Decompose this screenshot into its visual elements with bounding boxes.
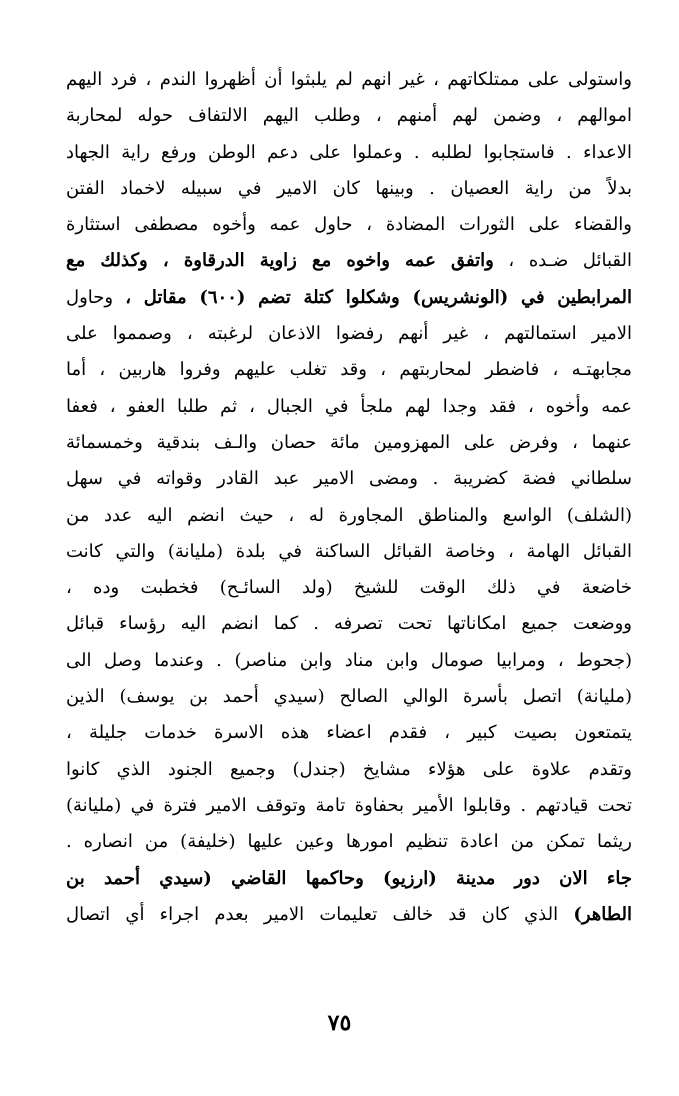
text-line: والقضاء على الثورات المضادة ، حاول عمه وأخوه مصطفى استثارة xyxy=(66,214,632,236)
text-line: (جحوط ، ومرابيا صومال وابن مناد وابن مناصر) . وعندما وصل الى xyxy=(66,649,632,671)
text-line: ووضعت جميع امكاناتها تحت تصرفه . كما انضم اليه رؤساء قبائل xyxy=(66,613,632,635)
text-line: واستولى على ممتلكاتهم ، غير انهم لم يلبثوا أن أظهروا الندم ، فرد اليهم xyxy=(66,69,632,90)
text-line: المرابطين في (الونشريس) وشكلوا كتلة تضم (٦٠٠) مقاتل ، وحاول xyxy=(66,286,632,308)
text-line: وتقدم علاوة على هؤلاء مشايخ (جندل) وجميع الجنود الذي كانوا xyxy=(66,758,632,780)
text-line: القبائل الهامة ، وخاصة القبائل الساكنة في بلدة (مليانة) والتي كانت xyxy=(66,540,632,562)
text-line: عنهما ، وفرض على المهزومين مائة حصان والـف بندقية وخمسمائة xyxy=(66,431,632,453)
text-line: (مليانة) اتصل بأسرة الوالي الصالح (سيدي أحمد بن يوسف) الذين xyxy=(66,686,632,708)
text-line: اموالهم ، وضمن لهم أمنهم ، وطلب اليهم الالتفاف حوله لمحاربة xyxy=(66,105,632,127)
page-number: ٧٥ xyxy=(327,1010,352,1036)
body-text xyxy=(66,62,632,933)
text-line: خاضعة في ذلك الوقت للشيخ (ولد السائـح) فخطبت وده ، xyxy=(66,577,632,599)
text-line: الاعداء . فاستجابوا لطلبه . وعملوا على دعم الوطن ورفع راية الجهاد xyxy=(66,141,632,163)
text-line: سلطاني فضة كضريبة . ومضى الامير عبد القادر وقواته في سهل xyxy=(66,468,632,490)
text-line: تحت قيادتهم . وقابلوا الأمير بحفاوة تامة وتوقف الامير فترة في (مليانة) xyxy=(66,794,632,816)
text-line: عمه وأخوه ، فقد وجدا لهم ملجأ في الجبال ، ثم طلبا العفو ، فعفا xyxy=(66,395,632,417)
text-line: جاء الان دور مدينة (ارزيو) وحاكمها القاضي (سيدي أحمد بن xyxy=(66,867,632,889)
text-line: القبائل ضـده ، واتفق عمه واخوه مع زاوية الدرقاوة ، وكذلك مع xyxy=(66,250,632,272)
text-line: ريثما تمكن من اعادة تنظيم امورها وعين عليها (خليفة) من انصاره . xyxy=(66,831,632,853)
text-line: مجابهتـه ، فاضطر لمحاربتهم ، وقد تغلب عليهم وفروا هاربين ، أما xyxy=(66,359,632,381)
text-line: (الشلف) الواسع والمناطق المجاورة له ، حيث انضم اليه عدد من xyxy=(66,504,632,526)
text-line: بدلاً من راية العصيان . وبينها كان الامير في سبيله لاخماد الفتن xyxy=(66,177,632,199)
text-line: يتمتعون بصيت كبير ، فقدم اعضاء هذه الاسرة خدمات جليلة ، xyxy=(66,722,632,744)
text-line: الامير استمالتهم ، غير أنهم رفضوا الاذعان لرغبته ، وصمموا على xyxy=(66,323,632,345)
text-line: الطاهر) الذي كان قد خالف تعليمات الامير بعدم اجراء أي اتصال xyxy=(66,903,632,925)
